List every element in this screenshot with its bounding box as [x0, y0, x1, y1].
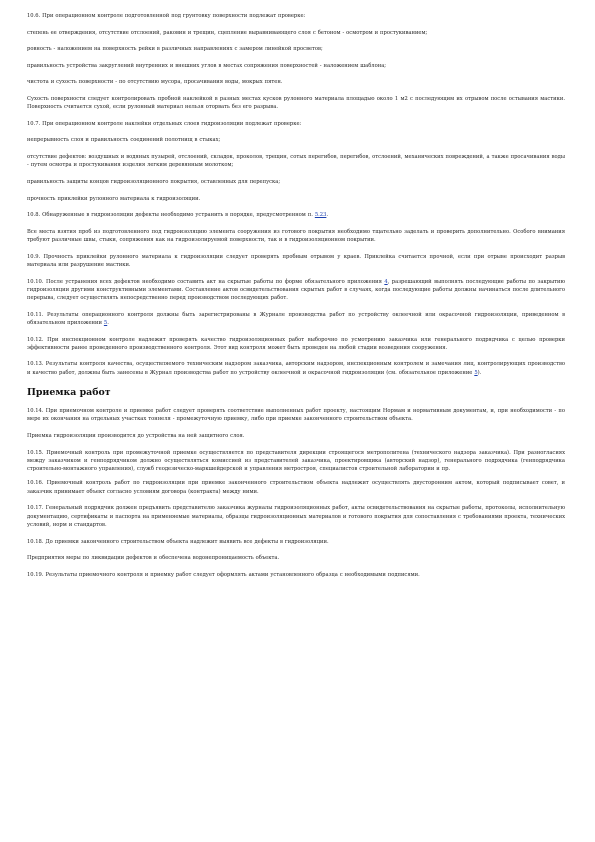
paragraph-text-tail: , разрешающий выполнять последующие работы по закрытию гидроизоляции другими конструктивными элементами. Составление актов освидетельствования скрытых работ в случаях, когда последующие работы должны начинаться после длительного перерыва, следует осуществлять непосредственно перед производством последующих работ. [27, 278, 565, 302]
paragraph-text: отсутствие дефектов: воздушных и водяных пузырей, отслоений, складок, проколов, трещин, сотых перегибов, перегибов, отслоений, механических повреждений, а также просачивания воды - путем осмотра и простукивания изделия легким деревянным молотком; [27, 154, 565, 169]
paragraph-text-tail: ). [477, 369, 482, 376]
cross-reference-link[interactable]: 5 [103, 319, 108, 326]
paragraph-text: Предприятия меры по ликвидации дефектов и обеспечена водонепроницаемость объекта. [27, 555, 280, 562]
paragraph-text-tail: . [326, 212, 329, 219]
paragraph-text: 10.12. При инспекционном контроле надлежит проверять качество гидроизоляционных работ выборочно по усмотрению заказчика или генерального подрядчика с целью проверки эффективности ранее проведенного производственного контроля. Этот вид контроля может быть проведен на любой стадии возведения сооружения. [27, 336, 565, 351]
paragraph [27, 360, 565, 377]
paragraph-text: Приемка гидроизоляции производится до устройства на ней защитного слоя. [27, 432, 245, 439]
paragraph-text: 10.17. Генеральный подрядчик должен предъявить представителю заказчика журналы гидроизоляционных работ, акты освидетельствования на скрытые работы, протоколы, исполнительную документацию, сертификаты и паспорта на применяемые материалы, образцы гидроизоляционных материалов и готового покрытия для сопоставления с требованиями проекта, технических условий, норм и стандартов. [27, 505, 565, 528]
paragraph [27, 311, 565, 328]
paragraph-text: 10.15. Приемочный контроль при промежуточной приемке осуществляется по представителя дирекции строящегося метрополитена (технического надзора заказчика). При разногласиях между заказчиком и генподрядчиком должно осуществляться комиссией из представителей заказчика, проектировщика (авторский надзор), генерального подрядчика (генподрядчика строительно-монтажного управления), служб геодезическо-маркшейдерской и управления метростроя, специалистов строительной лаборатории и пр. [27, 449, 565, 473]
paragraph [27, 153, 565, 170]
paragraph-text: непрерывность слоя и правильность соединений полотнищ в стыках; [27, 137, 221, 144]
paragraph-text: 10.14. При приемочном контроле и приемке работ следует проверять соответствие выполненных работ проекту, настоящим Нормам и нормативным документам, и, при необходимости - по мере их окончания на отдельных участках тоннеля - промежуточную приемку, либо при приемке законченного строительством объекта. [27, 408, 565, 423]
paragraph [27, 211, 565, 219]
paragraph [27, 29, 565, 37]
cross-reference-link[interactable]: 5 [474, 369, 478, 376]
paragraph-text: 10.18. До приемки законченного строительством объекта надлежит выявить все дефекты в гидроизоляции. [27, 538, 329, 545]
paragraph [27, 228, 565, 245]
paragraph [27, 195, 565, 203]
paragraph [27, 432, 565, 440]
paragraph [27, 45, 565, 53]
paragraph-text: правильность защиты концов гидроизоляционного покрытия, оставленных для перепуска; [27, 178, 281, 185]
paragraph [27, 449, 565, 474]
paragraph-text: 10.13. Результаты контроля качества, осуществляемого техническим надзором заказчика, авторским надзором, инспекционным контролем и замечания лиц, контролирующих производство и качество работ, должны быть занесены в Журнал производства работ по устройству оклеечной и окрасочной гидроизоляции (см. обязательное приложение [27, 361, 565, 376]
paragraph [27, 479, 565, 496]
paragraph [27, 62, 565, 70]
paragraph [27, 571, 565, 579]
paragraph [27, 407, 565, 424]
paragraph [27, 554, 565, 562]
paragraph-text-tail: . [107, 319, 109, 326]
paragraph-text: 10.10. После устранения всех дефектов необходимо составить акт на скрытые работы по форме обязательного приложения [27, 278, 385, 285]
paragraph [27, 538, 565, 546]
paragraph-text: 10.11. Результаты операционного контроля должны быть зарегистрированы в Журнале производства работ по устройству оклеечной или окрасочной гидроизоляции, приведенном в обязательном приложении [27, 311, 565, 326]
paragraph-text: правильность устройства закруглений внутренних и внешних углов в местах сопряжения поверхностей - наложением шаблона; [27, 62, 387, 69]
paragraph-text: 10.6. При операционном контроле подготовленной под грунтовку поверхности подлежат проверке: [27, 13, 306, 19]
paragraph [27, 120, 565, 128]
paragraph [27, 504, 565, 529]
paragraph [27, 278, 565, 303]
paragraph-text: Сухость поверхности следует контролировать пробной наклейкой в разных местах кусков рулонного материала площадью около 1 м2 с последующим их отрывом после остывания мастики. Поверхность считается сухой, если рулонный материал нельзя оторвать без его разрыва. [27, 95, 565, 111]
paragraph-text: 10.9. Прочность приклейки рулонного материала к гидроизоляции следует проверять пробным отрывом у краев. Приклейка считается прочной, если при отрыве происходит разрыв материала или разрушение мастики. [27, 253, 565, 268]
paragraph-text: степень ее отверждения, отсутствие отслоений, раковин и трещин, сцепление выравнивающего слоя с бетоном - осмотром и простукиванием; [27, 29, 428, 36]
paragraph-text: 10.8. Обнаруженные в гидроизоляции дефекты необходимо устранить в порядке, предусмотренном п. [27, 212, 315, 219]
paragraph [27, 178, 565, 186]
paragraph-text: ровность - наложением на поверхность рейки в различных направлениях с замером линейкой просветов; [27, 46, 323, 53]
paragraph-text: 10.16. Приемочный контроль работ по гидроизоляции при приемке законченного строительством объекта надлежит осуществлять двусторонним актом, который подписывает совет, и заказчик принимает объект согласно условиям договора (контракта) между ними. [27, 480, 565, 495]
paragraph [27, 12, 565, 20]
paragraph [27, 136, 565, 144]
section-heading: Приемка работ [27, 387, 111, 399]
paragraph [27, 253, 565, 270]
paragraph [27, 95, 565, 112]
cross-reference-link[interactable]: 5.23 [314, 212, 327, 219]
paragraph [27, 78, 565, 86]
paragraph-text: 10.19. Результаты приемочного контроля и приемку работ следует оформлять актами установленного образца с необходимыми подписями. [27, 571, 420, 578]
paragraph-text: Все места взятия проб из подготовленного под гидроизоляцию элемента сооружения из готового покрытия необходимо тщательно заделать и проверить дополнительно. Особого внимания требуют различные швы, стыки, сопряжения как на гидроизолируемой поверхности, так и в гидроизоляционном покрытии. [27, 228, 565, 244]
paragraph [27, 336, 565, 353]
paragraph-text: чистота и сухость поверхности - по отсутствию мусора, просачивания воды, мокрых пятен. [27, 79, 283, 86]
cross-reference-link[interactable]: 4 [384, 278, 388, 285]
paragraph-text: прочность приклейки рулонного материала к гидроизоляции. [27, 195, 201, 202]
paragraph-text: 10.7. При операционном контроле наклейки отдельных слоев гидроизоляции подлежат проверке: [27, 120, 302, 127]
